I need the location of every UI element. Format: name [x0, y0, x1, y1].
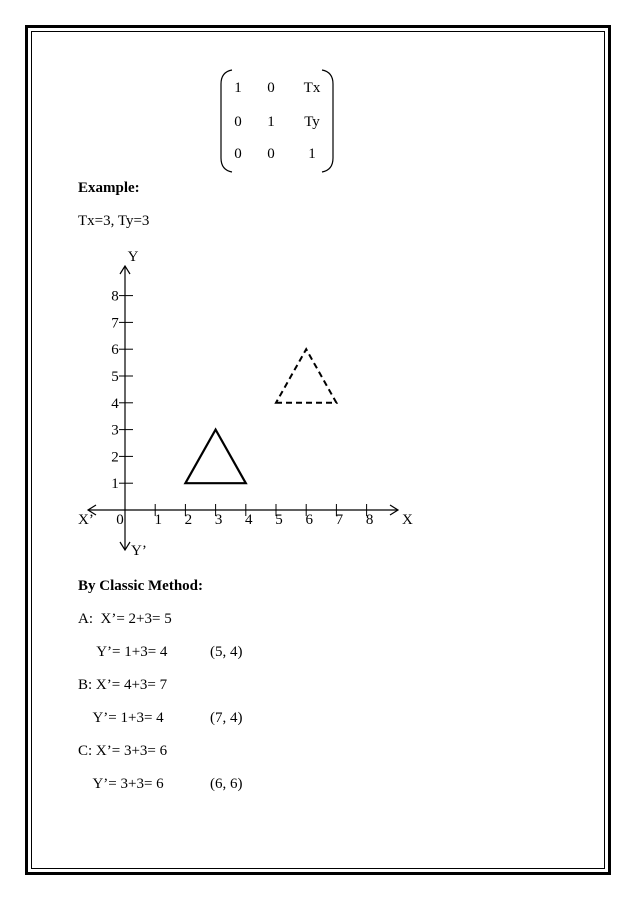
x-tick-label: 4 — [245, 512, 253, 528]
method-line: B: X’= 4+3= 7 — [78, 677, 168, 693]
x-tick-label: 2 — [184, 512, 193, 528]
method-heading: By Classic Method: — [78, 578, 203, 594]
method-line: A: X’= 2+3= 5 — [78, 611, 172, 627]
y-tick-label: 7 — [111, 315, 119, 332]
method-line: Y’= 1+3= 4 — [78, 710, 164, 726]
x-tick-label: 5 — [275, 512, 283, 528]
x-tick-label: 8 — [365, 512, 374, 528]
method-line: C: X’= 3+3= 6 — [78, 743, 168, 759]
y-axis-label: Y — [127, 249, 139, 265]
x-tick-label: 7 — [335, 512, 344, 528]
matrix-cell: 1 — [308, 146, 316, 162]
x-tick-label: 6 — [305, 512, 313, 528]
method-result: (6, 6) — [210, 776, 243, 792]
y-tick-label: 3 — [111, 422, 119, 439]
method-line: Y’= 1+3= 4 — [78, 644, 168, 660]
origin-label: 0 — [116, 512, 124, 528]
matrix-cell: Ty — [304, 114, 320, 130]
y-tick-label: 8 — [111, 288, 119, 305]
matrix-cell: 0 — [267, 80, 275, 96]
y-tick-label: 1 — [111, 476, 119, 493]
y-axis-neg-label: Y’ — [131, 543, 147, 559]
original-triangle — [185, 430, 245, 484]
y-tick-label: 5 — [111, 369, 119, 385]
matrix-cell: 1 — [234, 80, 242, 96]
example-params: Tx=3, Ty=3 — [78, 213, 150, 229]
x-tick-label: 1 — [154, 512, 162, 528]
x-tick-label: 3 — [214, 512, 223, 528]
method-line: Y’= 3+3= 6 — [78, 776, 164, 792]
translated-triangle — [276, 349, 336, 403]
method-result: (7, 4) — [210, 710, 243, 726]
matrix-cell: 0 — [234, 114, 242, 130]
y-tick-label: 4 — [111, 395, 119, 412]
matrix-cell: 0 — [234, 146, 242, 162]
matrix-cell: Tx — [303, 80, 321, 96]
y-tick-label: 2 — [111, 449, 119, 466]
y-tick-label: 6 — [111, 342, 119, 359]
matrix-cell: 1 — [267, 114, 275, 130]
example-heading: Example: — [78, 180, 140, 196]
matrix-cell: 0 — [267, 146, 275, 162]
x-axis-label: X — [402, 512, 413, 528]
x-axis-neg-label: X’ — [78, 512, 94, 528]
method-result: (5, 4) — [210, 644, 243, 660]
